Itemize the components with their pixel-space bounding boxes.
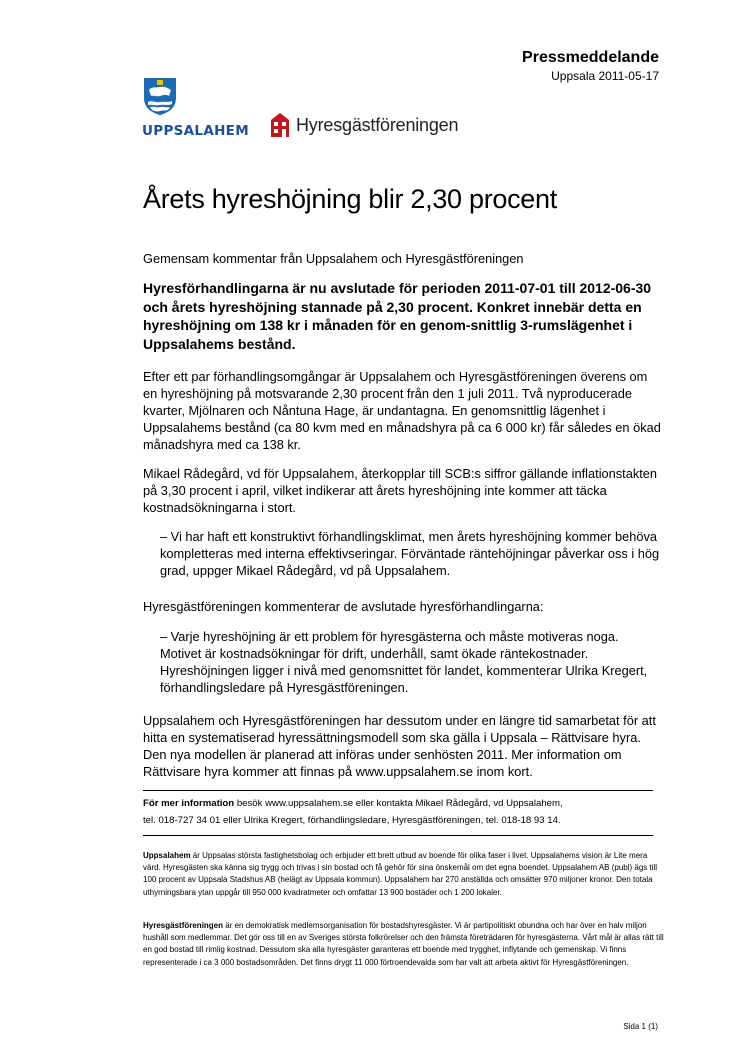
about-hyresgastforeningen: [143, 920, 665, 969]
paragraph-2: Mikael Rådegård, vd för Uppsalahem, återkopplar till SCB:s siffror gällande inflationstakten på 3,30 procent i april, vilket indikerar att årets hyreshöjning inte kommer att täcka kostnadsökningarna i stort.: [143, 466, 658, 515]
contact-label: För mer information: [143, 798, 235, 809]
quote-2: – Varje hyreshöjning är ett problem för hyresgästerna och måste motiveras noga. Motivet är kostnadsökningar för drift, underhåll, samt ökade räntekostnader. Hyreshöjningen ligger i nivå med genomsnittet för landet, kommenterar Ulrika Kregert, förhandlingsledare på Hyresgästföreningen.: [160, 629, 648, 695]
about-uppsalahem-name: Uppsalahem: [143, 851, 191, 860]
page-number: Sida 1 (1): [623, 1022, 658, 1031]
contact-line-1: besök www.uppsalahem.se eller kontakta Mikael Rådegård, vd Uppsalahem,: [234, 798, 563, 809]
contact-line-2: tel. 018-727 34 01 eller Ulrika Kregert, förhandlingsledare, Hyresgästföreningen, tel. 018-18 93 14.: [143, 815, 561, 826]
uppsalahem-logo: [142, 76, 249, 139]
about-hyresgastforeningen-text: är en demokratisk medlemsorganisation för bostadshyresgäster. Vi är partipolitiskt obundna och har över en halv miljon hushåll som medlemmar. Det gör oss till en av Sveriges största folkrörelser och den främsta företrädaren för hyresgästerna. Vårt mål är allas rätt till en god bostad till rimlig kostnad. Dessutom ska alla hyresgäster garanteras ett boende med trygghet, inflytande och gemenskap. Vi finns representerade i ca 3 000 bostadsområden. Det finns drygt 11 000 förtroendevalda som har valt att arbeta aktivt för Hyresgästföreningen.: [143, 921, 664, 967]
press-date: Uppsala 2011-05-17: [551, 69, 659, 83]
about-hyresgastforeningen-name: Hyresgästföreningen: [143, 921, 224, 930]
paragraph-4: Uppsalahem och Hyresgästföreningen har dessutom under en längre tid samarbetat för att hitta en systematiserad hyressättningsmodell som ska gälla i Uppsala – Rättvisare hyra. Den nya modellen är planerad att införas under senhösten 2011. Mer information om Rättvisare hyra kommer att finnas på www.uppsalahem.se inom kort.: [143, 713, 656, 779]
header-block: [522, 48, 659, 84]
paragraph-1: Efter ett par förhandlingsomgångar är Uppsalahem och Hyresgästföreningen överens om en hyreshöjning på motsvarande 2,30 procent från den 1 juli 2011. Två nyproducerade kvarter, Mjölnaren och Nåntuna Hage, är undantagna. En genomsnittlig lägenhet i Uppsalahems bestånd (ca 80 kvm med en månadshyra på ca 6 000 kr) får således en ökad månadshyra med ca 138 kr.: [143, 369, 661, 452]
intro-text: Gemensam kommentar från Uppsalahem och Hyresgästföreningen: [143, 251, 524, 266]
about-uppsalahem: [143, 850, 665, 899]
uppsalahem-crest-icon: [142, 76, 178, 116]
hyresgastforeningen-house-icon: [270, 112, 290, 138]
divider-top: [143, 790, 653, 791]
divider-bottom: [143, 835, 653, 836]
paragraph-3: Hyresgästföreningen kommenterar de avslutade hyresförhandlingarna:: [143, 599, 544, 614]
hyresgastforeningen-logo: [270, 112, 458, 138]
hyresgastforeningen-wordmark: Hyresgästföreningen: [296, 114, 459, 135]
quote-1: – Vi har haft ett konstruktivt förhandlingsklimat, men årets hyreshöjning kommer behöva kompletteras med interna effektivseringar. Förväntade räntehöjningar påverkar oss i hög grad, uppger Mikael Rådegård, vd på Uppsalahem.: [160, 529, 660, 578]
page-title: Årets hyreshöjning blir 2,30 procent: [143, 184, 557, 214]
press-release-label: Pressmeddelande: [522, 49, 659, 66]
lead-paragraph: Hyresförhandlingarna är nu avslutade för perioden 2011-07-01 till 2012-06-30 och årets hyreshöjning stannade på 2,30 procent. Konkret innebär detta en hyreshöjning om 138 kr i månaden för en genom-snittlig 3-rumslägenhet i Uppsalahems bestånd.: [143, 280, 652, 352]
about-uppsalahem-text: är Uppsalas största fastighetsbolag och erbjuder ett brett utbud av boende för olika faser i livet. Uppsalahems vision är Lite mera värd. Hyresgästen ska känna sig trygg och trivas i sin bostad och få gehör för sina önskemål om det egna boendet. Uppsalahem AB (publ) ägs till 100 procent av Uppsala Stadshus AB (helägt av Uppsala kommun). Uppsalahem har 270 anställda och omsätter 970 miljoner kronor. Den totala uthyrningsbara ytan uppgår till 950 000 kvadratmeter och omfattar 13 900 bostäder och 1 200 lokaler.: [143, 851, 658, 897]
contact-info: [143, 795, 663, 829]
uppsalahem-wordmark: UPPSALAHEM: [142, 123, 249, 139]
